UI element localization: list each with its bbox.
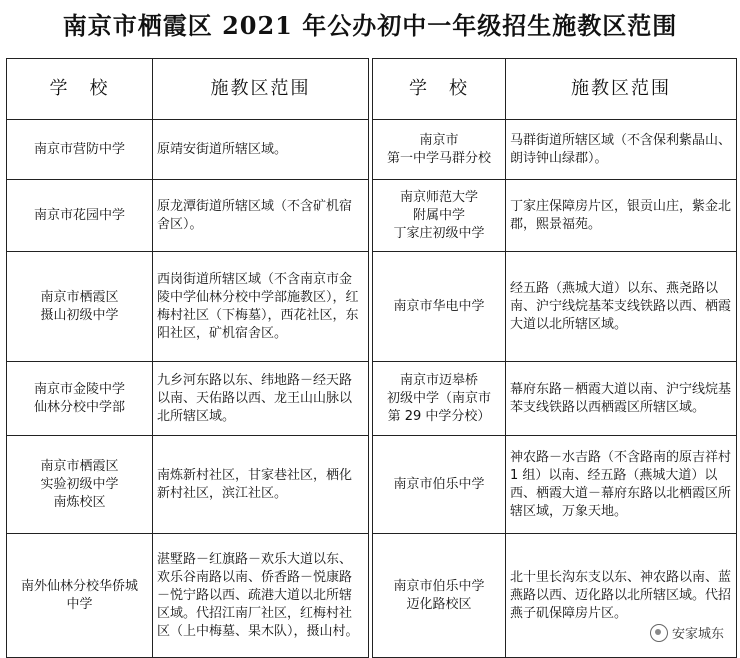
wechat-logo-icon: [650, 624, 668, 642]
right-range-cell: 北十里长沟东支以东、神农路以南、蓝燕路以西、迈化路以北所辖区域。代招燕子矶保障房片区。: [506, 534, 737, 658]
left-school-cell: 南京市金陵中学 仙林分校中学部: [7, 362, 153, 436]
right-school-cell: 南京市伯乐中学: [373, 436, 506, 534]
table-row: [7, 534, 737, 658]
left-range-cell: 南炼新村社区，甘家巷社区，栖化新村社区，滨江社区。: [153, 436, 369, 534]
left-school-cell: 南京市营防中学: [7, 120, 153, 180]
left-school-cell: 南京市栖霞区 实验初级中学 南炼校区: [7, 436, 153, 534]
table-row: [7, 120, 737, 180]
right-school-cell: 南京市 第一中学马群分校: [373, 120, 506, 180]
right-range-cell: 丁家庄保障房片区，银贡山庄，紫金北郡，熙景福苑。: [506, 180, 737, 252]
header-range-left: 施教区范围: [153, 59, 369, 120]
header-school-left: 学 校: [7, 59, 153, 120]
right-school-cell: 南京师范大学 附属中学 丁家庄初级中学: [373, 180, 506, 252]
left-range-cell: 西岗街道所辖区域（不含南京市金陵中学仙林分校中学部施教区），红梅村社区（下梅墓），西花社区，东阳社区，矿机宿舍区。: [153, 252, 369, 362]
left-school-cell: 南外仙林分校华侨城 中学: [7, 534, 153, 658]
table-row: [7, 362, 737, 436]
right-range-cell: 神农路－水吉路（不含路南的原吉祥村 1 组）以南、经五路（燕城大道）以西、栖霞大道－幕府东路以北栖霞区所辖区域，万象天地。: [506, 436, 737, 534]
table-row: [7, 180, 737, 252]
left-range-cell: 九乡河东路以东、纬地路－经天路以南、天佑路以西、龙王山山脉以北所辖区域。: [153, 362, 369, 436]
left-range-cell: 湛墅路－红旗路－欢乐大道以东、欢乐谷南路以南、侨香路－悦康路－悦宁路以西、疏港大道以北所辖区域。代招江南厂社区，红梅村社区（上中梅墓、果木队），摄山村。: [153, 534, 369, 658]
watermark-text: 安家城东: [671, 627, 724, 642]
left-school-cell: 南京市栖霞区 摄山初级中学: [7, 252, 153, 362]
right-range-cell: 马群街道所辖区域（不含保利紫晶山、朗诗钟山绿郡）。: [506, 120, 737, 180]
left-school-cell: 南京市花园中学: [7, 180, 153, 252]
right-school-cell: 南京市华电中学: [373, 252, 506, 362]
header-school-right: 学 校: [373, 59, 506, 120]
table-row: [7, 252, 737, 362]
table-header-row: [7, 59, 737, 120]
enrollment-table: [6, 58, 737, 658]
right-range-cell: 幕府东路－栖霞大道以南、沪宁线烷基苯支线铁路以西栖霞区所辖区域。: [506, 362, 737, 436]
page-title: 南京市栖霞区 2021 年公办初中一年级招生施教区范围: [62, 11, 678, 40]
left-range-cell: 原靖安街道所辖区域。: [153, 120, 369, 180]
right-range-cell: 经五路（燕城大道）以东、燕尧路以南、沪宁线烷基苯支线铁路以西、栖霞大道以北所辖区域。: [506, 252, 737, 362]
right-school-cell: 南京市迈皋桥 初级中学（南京市 第 29 中学分校）: [373, 362, 506, 436]
table-row: [7, 436, 737, 534]
header-range-right: 施教区范围: [506, 59, 737, 120]
right-school-cell: 南京市伯乐中学 迈化路校区: [373, 534, 506, 658]
left-range-cell: 原龙潭街道所辖区域（不含矿机宿舍区）。: [153, 180, 369, 252]
watermark: [646, 621, 728, 644]
